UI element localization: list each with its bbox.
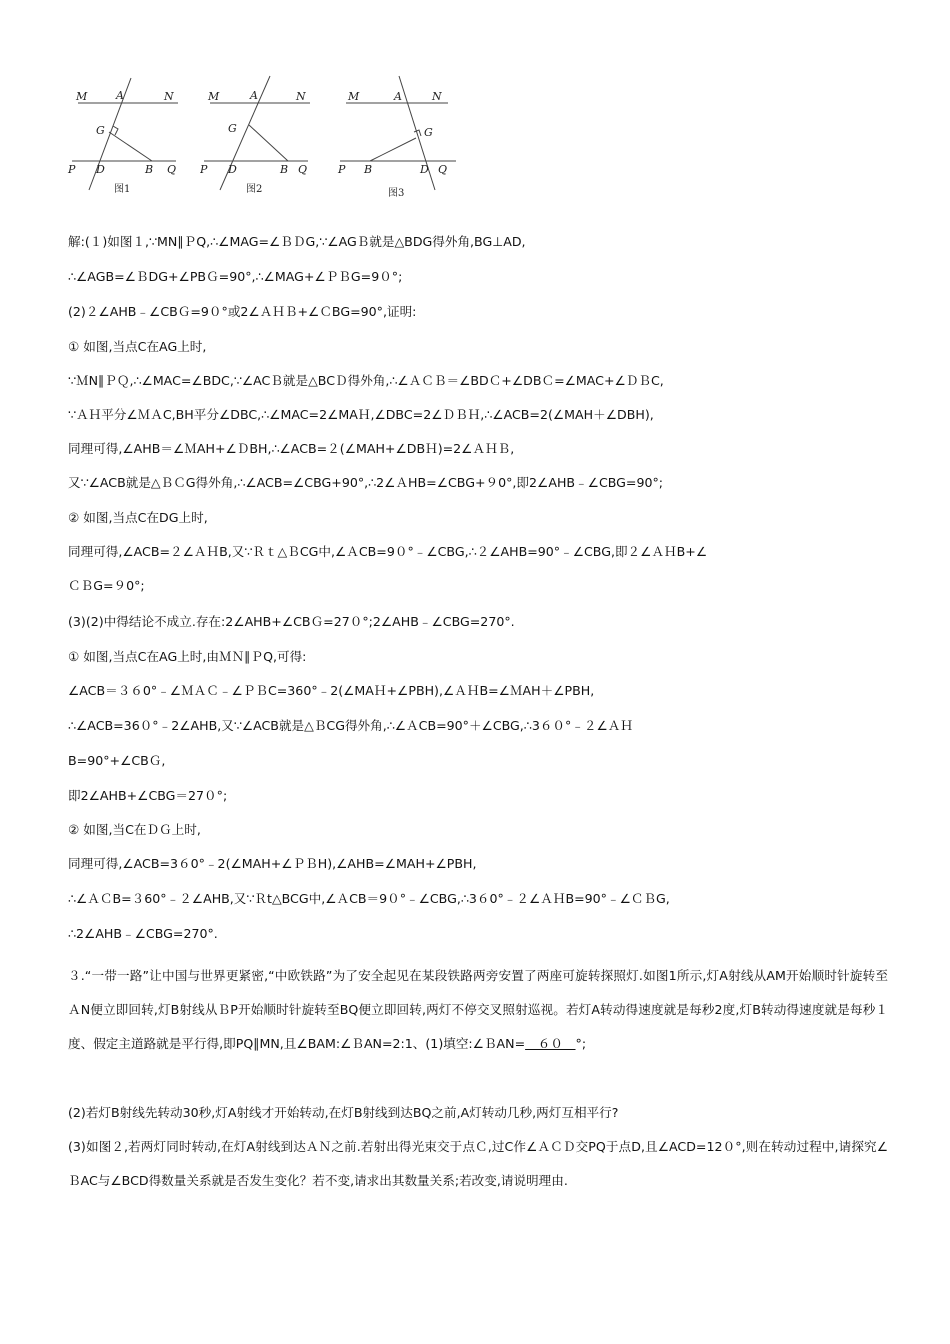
solution-line-5: ∵ＭN∥ＰＱ,∴∠MAC=∠BDC,∵∠ACＢ就是△BCＤ得外角,∴∠ＡＣＢ＝∠BDＣ+∠DBＣ=∠MAC+∠ＤＢC, <box>68 373 664 388</box>
fig3-label-N: N <box>432 90 442 103</box>
solution-line-18: ② 如图,当C在ＤＧ上时, <box>68 822 201 837</box>
problem-3-question-3: (3)如图２,若两灯同时转动,在灯A射线到达ＡＮ之前.若射出得光束交于点Ｃ,过C作∠ＡＣＤ交PQ于点D,且∠ACD=12０°,则在转动过程中,请探究∠ＢAC与∠BCD得数量关系就是否发生变化？若不变,请求出其数量关系;若改变,请说明理由. <box>68 1139 888 1188</box>
fig3-label-A: A <box>394 90 402 103</box>
problem-3-question-2: (2)若灯B射线先转动30秒,灯A射线才开始转动,在灯B射线到达BQ之前,A灯转动几秒,两灯互相平行? <box>68 1105 619 1120</box>
solution-line-6: ∵ＡＨ平分∠ＭＡC,BH平分∠DBC,∴∠MAC=2∠MAＨ,∠DBC=2∠ＤＢＨ,∴∠ACB=2(∠MAH＋∠DBH), <box>68 407 654 422</box>
solution-line-12: (3)(2)中得结论不成立.存在:2∠AHB+∠CBＧ=27０°;2∠AHB﹣∠CBG=270°. <box>68 614 515 629</box>
solution-line-20: ∴∠ＡＣB=３60°﹣２∠AHB,又∵Ｒt△BCG中,∠ＡCB＝9０°﹣∠CBG,∴3６0°﹣２∠ＡＨB=90°﹣∠ＣＢG, <box>68 891 670 906</box>
solution-line-4: ① 如图,当点C在AG上时, <box>68 339 207 354</box>
solution-line-7: 同理可得,∠AHB＝∠ＭAH+∠ＤBH,∴∠ACB=２(∠MAH+∠DBＨ)=2∠ＡＨＢ, <box>68 441 515 456</box>
fig3-caption: 图3 <box>388 188 405 199</box>
problem-3-intro-text: ３.“一带一路”让中国与世界更紧密,“中欧铁路”为了安全起见在某段铁路两旁安置了两座可旋转探照灯.如图1所示,灯A射线从AM开始顺时针旋转至ＡN便立即回转,灯B射线从ＢP开始顺时针旋转至BQ便立即回转,两灯不停交叉照射巡视。若灯A转动得速度就是每秒2度,灯B转动得速度就是每秒１度、假定主道路就是平行得,即PQ∥MN,且∠BAM:∠ＢAN=2:1、(1)填空:∠ＢAN= <box>68 968 888 1051</box>
fig2-label-A: A <box>250 89 258 102</box>
fig1-label-B: B <box>145 163 154 176</box>
fig2-label-M: M <box>208 90 220 103</box>
answer-blank: ＿６０＿ <box>525 1036 576 1051</box>
solution-line-21: ∴2∠AHB﹣∠CBG=270°. <box>68 926 218 941</box>
problem-3-intro <box>68 959 888 1061</box>
fig2-label-G: G <box>228 122 237 135</box>
fig3-label-Q: Q <box>438 163 448 176</box>
fig2-label-N: N <box>296 90 306 103</box>
geometry-figures <box>66 70 466 200</box>
fig1-label-P: P <box>68 163 76 176</box>
solution-line-3: (2)２∠AHB﹣∠CBＧ=9０°或2∠ＡＨＢ+∠ＣBG=90°,证明: <box>68 304 417 319</box>
fig2-caption: 图2 <box>246 184 263 195</box>
solution-line-17: 即2∠AHB+∠CBG＝27０°; <box>68 788 228 803</box>
fig3-label-M: M <box>348 90 360 103</box>
solution-line-10: 同理可得,∠ACB=２∠ＡＨB,又∵Ｒｔ△ＢCG中,∠ＡCB=9０°﹣∠CBG,∴２∠AHB=90°﹣∠CBG,即２∠ＡＨB+∠ <box>68 544 708 559</box>
fig1-label-N: N <box>164 90 174 103</box>
fig1-label-Q: Q <box>167 163 177 176</box>
solution-line-13: ① 如图,当点C在AG上时,由ＭＮ∥ＰQ,可得: <box>68 649 307 664</box>
solution-line-9: ② 如图,当点C在DG上时, <box>68 510 208 525</box>
fig3-label-B: B <box>364 163 373 176</box>
fig1-label-M: M <box>76 90 88 103</box>
figure-2 <box>200 70 320 200</box>
figure-3 <box>336 70 466 200</box>
fig1-label-D: D <box>96 163 105 176</box>
fig3-label-P: P <box>338 163 346 176</box>
figure-1 <box>66 70 186 200</box>
fig3-label-D: D <box>420 163 429 176</box>
solution-line-14: ∠ACB＝３６0°﹣∠ＭＡＣ﹣∠ＰＢC=360°﹣2(∠MAＨ+∠PBH),∠ＡＨB=∠ＭAH＋∠PBH, <box>68 683 595 698</box>
answer-suffix: °; <box>575 1036 587 1051</box>
solution-line-11: ＣＢG=９0°; <box>68 578 145 593</box>
solution-line-19: 同理可得,∠ACB=3６0°﹣2(∠MAH+∠ＰＢH),∠AHB=∠MAH+∠PBH, <box>68 856 477 871</box>
solution-line-8: 又∵∠ACB就是△ＢＣG得外角,∴∠ACB=∠CBG+90°,∴2∠ＡHB=∠CBG+９0°,即2∠AHB﹣∠CBG=90°; <box>68 475 664 490</box>
solution-line-16: B=90°+∠CBＧ, <box>68 753 166 768</box>
fig1-caption: 图1 <box>114 184 131 195</box>
fig1-label-A: A <box>116 89 124 102</box>
fig2-label-D: D <box>228 163 237 176</box>
fig3-label-G: G <box>424 126 433 139</box>
fig2-label-P: P <box>200 163 208 176</box>
solution-line-1: 解:(１)如图１,∵MN∥ＰQ,∴∠MAG=∠ＢＤG,∵∠AGＢ就是△BDG得外角,BG⊥AD, <box>68 234 526 249</box>
solution-line-2: ∴∠AGB=∠ＢDG+∠PBＧ=90°,∴∠MAG+∠ＰＢG=9０°; <box>68 269 403 284</box>
fig2-label-Q: Q <box>298 163 308 176</box>
fig1-label-G: G <box>96 124 105 137</box>
fig2-label-B: B <box>280 163 289 176</box>
solution-line-15: ∴∠ACB=36０°﹣2∠AHB,又∵∠ACB就是△ＢCG得外角,∴∠ＡCB=90°＋∠CBG,∴3６０°﹣２∠ＡＨ <box>68 718 633 733</box>
